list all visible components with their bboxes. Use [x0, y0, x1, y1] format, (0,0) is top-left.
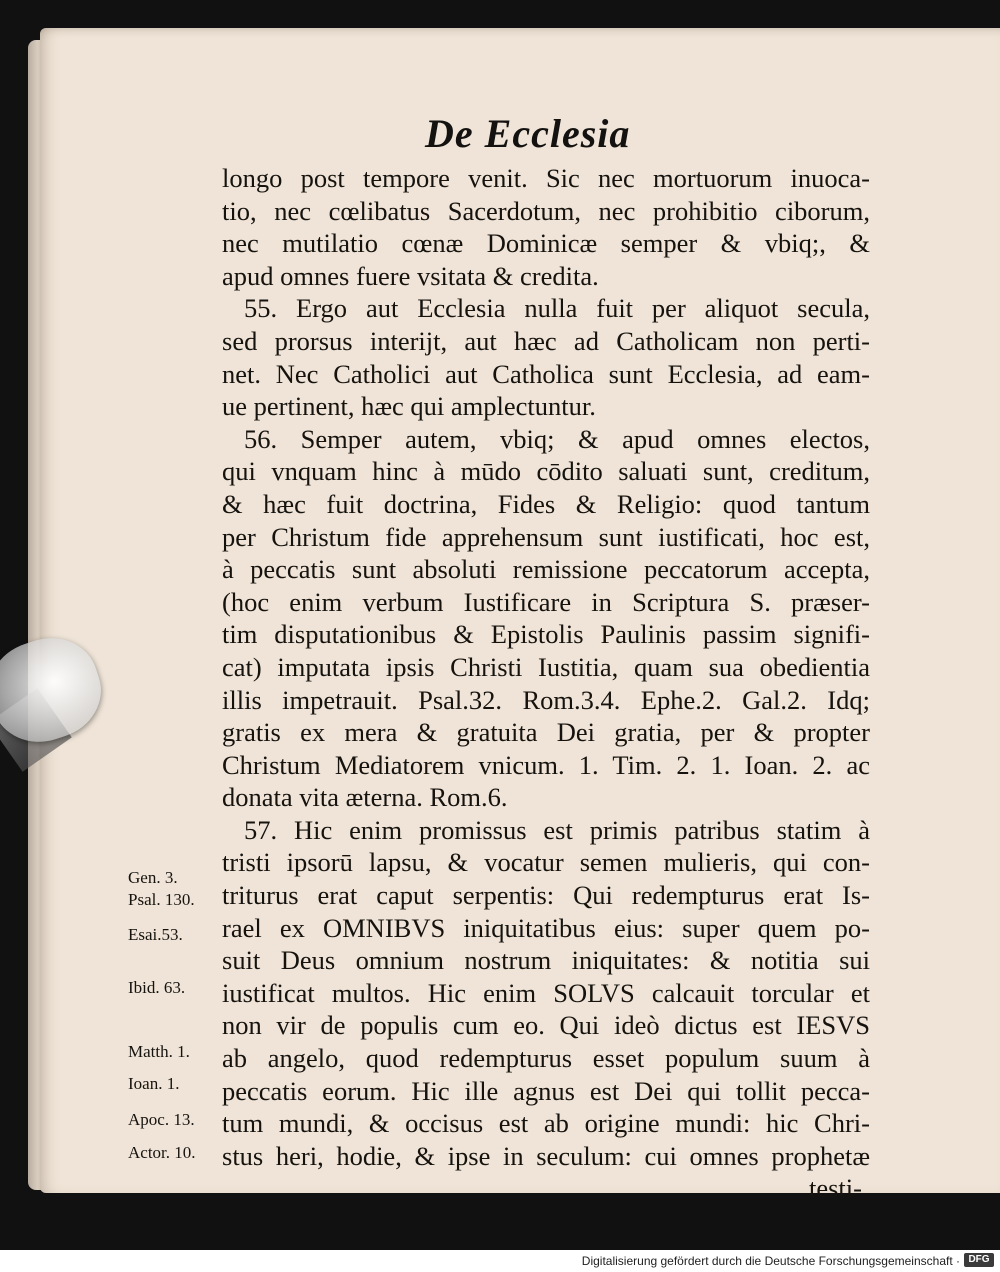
text-line: 55. Ergo aut Ecclesia nulla fuit per aliquot secula,: [244, 293, 870, 324]
text-line: 57. Hic enim promissus est primis patribus statim à: [244, 814, 870, 845]
text-line: nec mutilatio cœnæ Dominicæ semper & vbiq;, &: [222, 228, 870, 259]
text-line: sed prorsus interijt, aut hæc ad Catholicam non perti-: [222, 325, 870, 356]
footer-bar: [0, 1250, 1000, 1272]
text-line: Christum Mediatorem vnicum. 1. Tim. 2. 1. Ioan. 2. ac: [222, 749, 870, 780]
margin-note: Apoc. 13.: [128, 1110, 195, 1129]
text-line: tim disputationibus & Epistolis Paulinis passim signifi-: [222, 619, 870, 650]
text-line: tum mundi, & occisus est ab origine mundi: hic Chri-: [222, 1108, 870, 1139]
margin-note: Esai.53.: [128, 925, 183, 944]
dfg-logo: DFG: [964, 1253, 994, 1267]
body-text: [222, 162, 870, 1205]
text-line: gratis ex mera & gratuita Dei gratia, per & propter: [222, 717, 870, 748]
margin-note: Psal. 130.: [128, 890, 195, 909]
text-line: iustificat multos. Hic enim SOLVS calcauit torcular et: [222, 977, 870, 1008]
text-line: net. Nec Catholici aut Catholica sunt Ecclesia, ad eam-: [222, 358, 870, 389]
text-line: illis impetrauit. Psal.32. Rom.3.4. Ephe.2. Gal.2. Idq;: [222, 684, 870, 715]
text-line: triturus erat caput serpentis: Qui redempturus erat Is-: [222, 880, 870, 911]
text-line: ab angelo, quod redempturus esset populum suum à: [222, 1043, 870, 1074]
text-line: & hæc fuit doctrina, Fides & Religio: quod tantum: [222, 488, 870, 519]
text-line: non vir de populis cum eo. Qui ideò dictus est IESVS: [222, 1010, 870, 1041]
text-line: (hoc enim verbum Iustificare in Scriptura S. præser-: [222, 586, 870, 617]
text-line: tristi ipsorū lapsu, & vocatur semen mulieris, qui con-: [222, 847, 870, 878]
text-line: tio, nec cœlibatus Sacerdotum, nec prohibitio ciborum,: [222, 195, 870, 226]
text-line: à peccatis sunt absoluti remissione peccatorum accepta,: [222, 554, 870, 585]
text-line: ue pertinent, hæc qui amplectuntur.: [222, 391, 596, 422]
margin-note: Ioan. 1.: [128, 1074, 180, 1093]
margin-note: Matth. 1.: [128, 1042, 190, 1061]
text-line: 56. Semper autem, vbiq; & apud omnes electos,: [244, 423, 870, 454]
text-line: qui vnquam hinc à mūdo cōdito saluati sunt, creditum,: [222, 456, 870, 487]
text-line: suit Deus omnium nostrum iniquitates: & notitia sui: [222, 945, 870, 976]
margin-note: Actor. 10.: [128, 1143, 196, 1162]
text-line: rael ex OMNIBVS iniquitatibus eius: super quem po-: [222, 912, 870, 943]
funding-credit: Digitalisierung gefördert durch die Deutsche Forschungsgemeinschaft ·: [581, 1254, 960, 1268]
page-heading: De Ecclesia: [425, 111, 631, 156]
text-line: cat) imputata ipsis Christi Iustitia, quam sua obedientia: [222, 651, 870, 682]
text-line: longo post tempore venit. Sic nec mortuorum inuoca-: [222, 163, 870, 193]
text-line: apud omnes fuere vsitata & credita.: [222, 260, 599, 291]
margin-note: Gen. 3.: [128, 868, 178, 887]
text-line: stus heri, hodie, & ipse in seculum: cui omnes prophetæ: [222, 1140, 870, 1171]
text-line: donata vita æterna. Rom.6.: [222, 782, 508, 813]
text-line: per Christum fide apprehensum sunt iustificati, hoc est,: [222, 521, 870, 552]
margin-note: Ibid. 63.: [128, 978, 186, 997]
catchword: testi-: [809, 1173, 862, 1204]
text-line: peccatis eorum. Hic ille agnus est Dei qui tollit pecca-: [222, 1075, 870, 1106]
